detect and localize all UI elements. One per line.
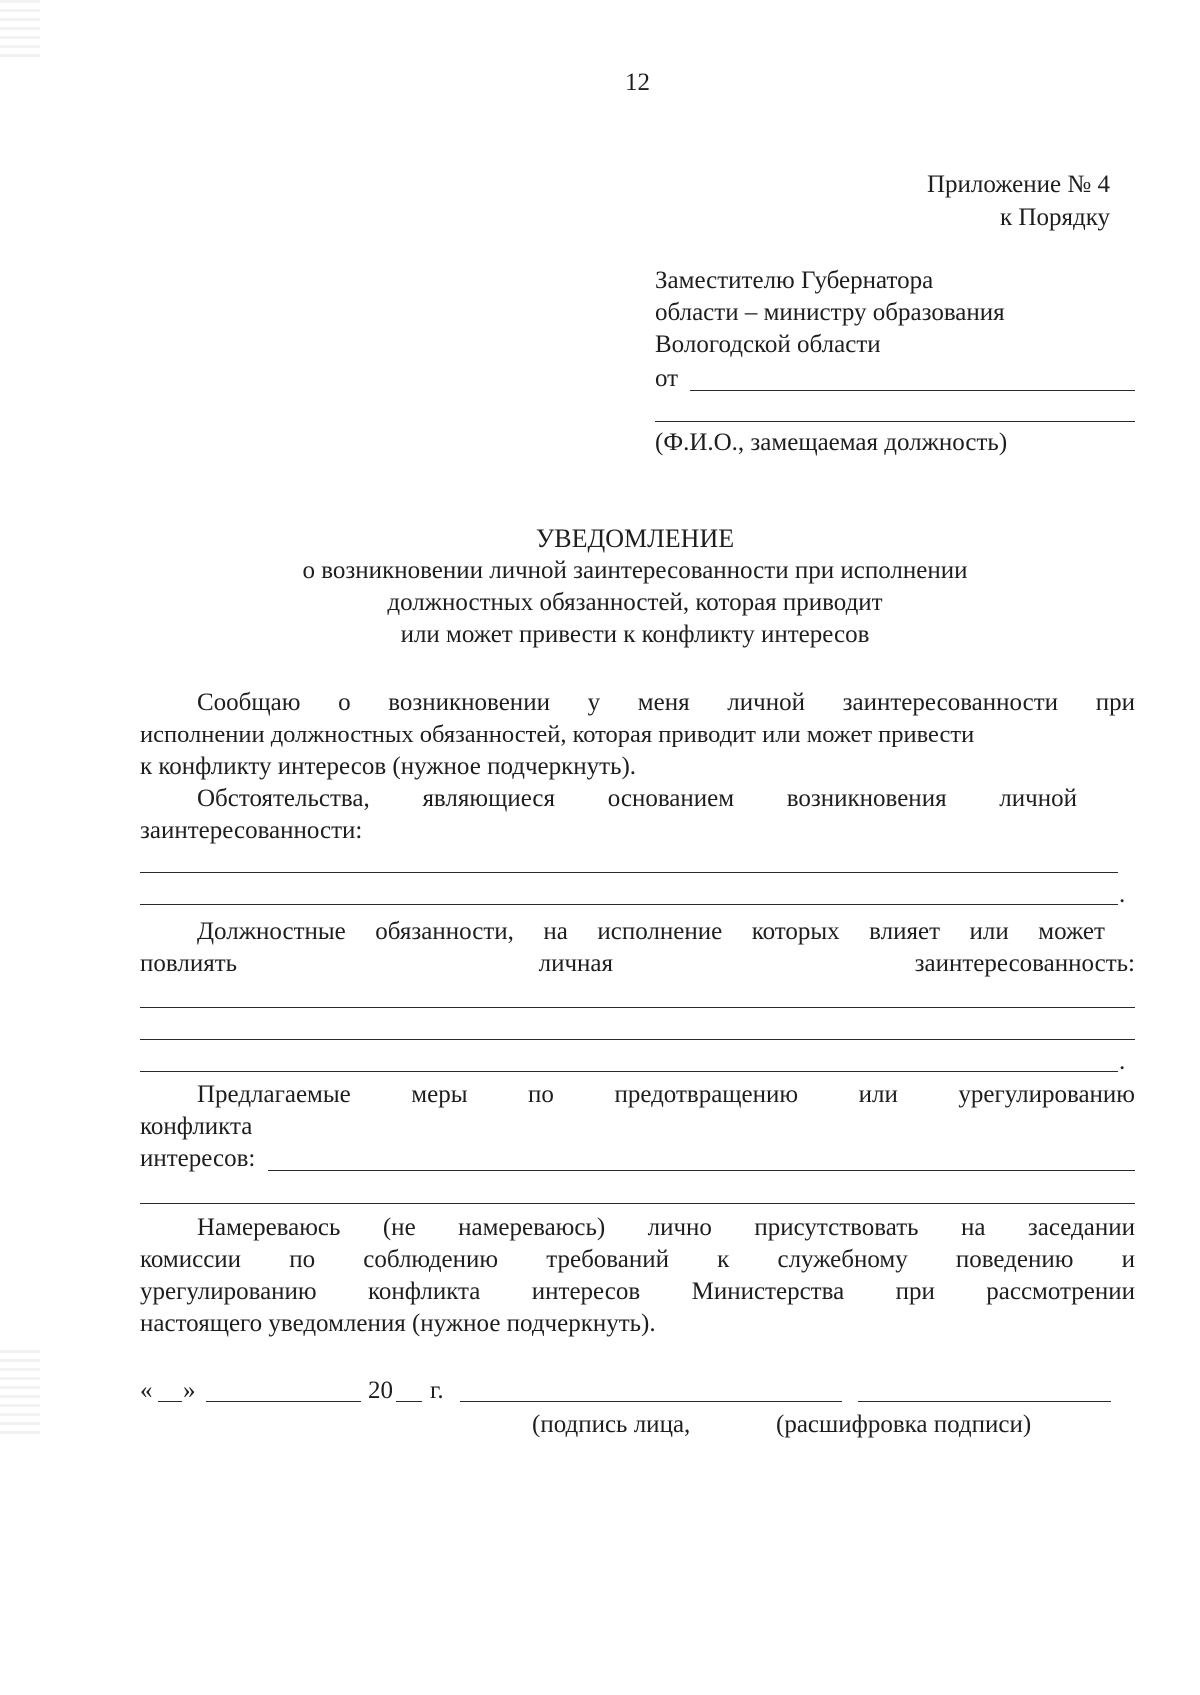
from-fill-line[interactable] <box>690 390 1135 391</box>
signature-decoding-caption: (расшифровка подписи) <box>776 1411 1032 1438</box>
from-label: от <box>655 365 679 392</box>
date-month-line[interactable] <box>206 1401 361 1402</box>
para3-end-mark: . <box>1119 1048 1126 1075</box>
addressee-caption: (Ф.И.О., замещаемая должность) <box>655 429 1008 456</box>
date-year-prefix: 20 <box>368 1377 393 1404</box>
page-number: 12 <box>625 69 650 96</box>
notice-subtitle-3: или может привести к конфликту интересов <box>400 621 870 648</box>
para2-line-2: заинтересованности: <box>140 817 363 844</box>
circumstances-fill-line-1[interactable] <box>140 872 1118 873</box>
appendix-line-1: Приложение № 4 <box>926 171 1110 198</box>
para1-line-2: исполнении должностных обязанностей, которая приводит или может привести <box>140 721 975 748</box>
date-year-suffix: г. <box>430 1377 444 1404</box>
date-day-line[interactable] <box>158 1401 182 1402</box>
para4-line-1: Предлагаемые меры по предотвращению или урегулированию <box>197 1081 1135 1108</box>
para2-end-mark: . <box>1119 881 1126 908</box>
para1-line-1: Сообщаю о возникновении у меня личной заинтересованности при <box>197 689 1135 716</box>
para5-line-4: настоящего уведомления (нужное подчеркнуть). <box>140 1310 656 1337</box>
date-year-line[interactable] <box>396 1401 422 1402</box>
duties-fill-line-3[interactable] <box>140 1071 1118 1072</box>
signature-line[interactable] <box>460 1401 842 1402</box>
para4-line-2: конфликта <box>140 1113 253 1140</box>
circumstances-fill-line-2[interactable] <box>140 904 1118 905</box>
date-close-quote: » <box>183 1377 196 1404</box>
para3-line-2: повлиять личная заинтересованность: <box>140 950 1135 977</box>
signature-decoding-line[interactable] <box>858 1401 1111 1402</box>
notice-subtitle-2: должностных обязанностей, которая приводит <box>387 589 883 616</box>
para5-line-3: урегулированию конфликта интересов Министерства при рассмотрении <box>140 1278 1135 1305</box>
signature-caption: (подпись лица, <box>532 1411 691 1438</box>
para3-line-1: Должностные обязанности, на исполнение которых влияет или может <box>197 918 1105 945</box>
para2-line-1: Обстоятельства, являющиеся основанием возникновения личной <box>197 785 1077 812</box>
duties-fill-line-1[interactable] <box>140 1007 1135 1008</box>
measures-fill-line-1[interactable] <box>268 1170 1135 1171</box>
para5-line-1: Намереваюсь (не намереваюсь) лично присутствовать на заседании <box>197 1214 1135 1241</box>
appendix-line-2: к Порядку <box>1000 204 1110 231</box>
measures-fill-line-2[interactable] <box>140 1203 1135 1204</box>
addressee-line-2: области – министру образования <box>655 299 1005 326</box>
date-open-quote: « <box>140 1377 153 1404</box>
scan-artifact <box>0 0 40 60</box>
scan-artifact <box>0 1350 40 1440</box>
notice-subtitle-1: о возникновении личной заинтересованности при исполнении <box>302 557 968 584</box>
notice-heading: УВЕДОМЛЕНИЕ <box>535 524 735 553</box>
addressee-line-1: Заместителю Губернатора <box>655 267 934 294</box>
duties-fill-line-2[interactable] <box>140 1039 1135 1040</box>
addressee-line-3: Вологодской области <box>655 331 881 358</box>
from-fill-line-2[interactable] <box>655 421 1135 422</box>
para4-line-3: интересов: <box>140 1145 256 1172</box>
para1-line-3: к конфликту интересов (нужное подчеркнуть). <box>140 753 637 780</box>
para5-line-2: комиссии по соблюдению требований к служебному поведению и <box>140 1246 1135 1273</box>
